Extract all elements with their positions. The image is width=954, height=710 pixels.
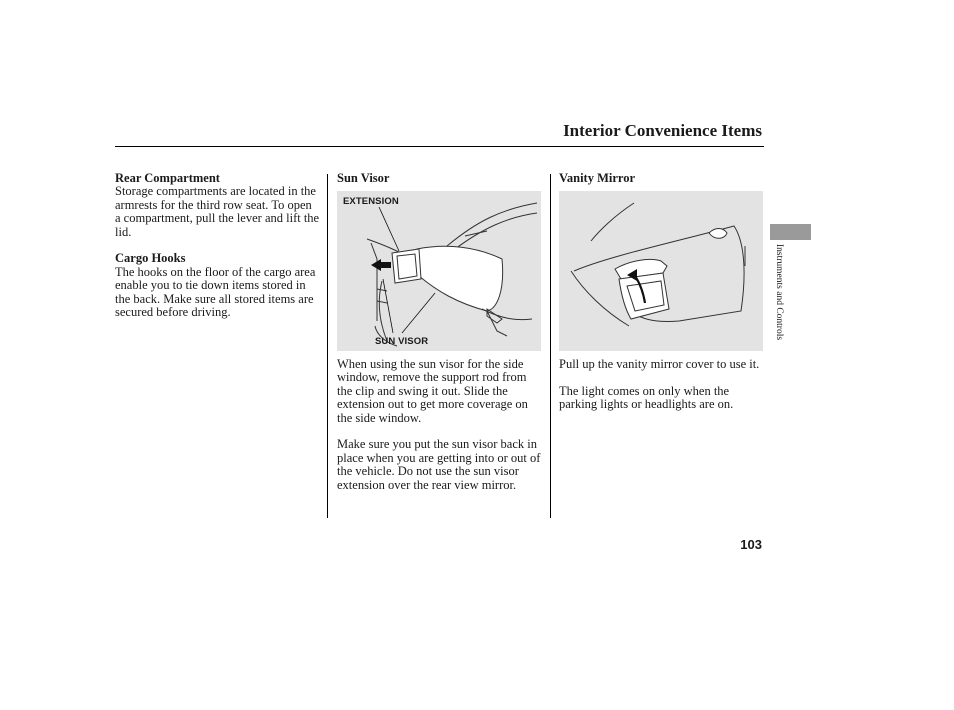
column-divider-1 xyxy=(327,174,328,518)
vanity-mirror-heading: Vanity Mirror xyxy=(559,171,636,185)
vanity-mirror-figure xyxy=(559,191,763,351)
sun-visor-label: SUN VISOR xyxy=(375,336,429,347)
rear-compartment-text: Storage compartments are located in the armrests for the third row seat. To open a compartment, pull the lever and lift the lid. xyxy=(115,184,320,239)
extension-label: EXTENSION xyxy=(343,196,399,207)
vanity-mirror-para-2: The light comes on only when the parking lights or headlights are on. xyxy=(559,383,734,412)
middle-text xyxy=(337,358,543,492)
column-divider-2 xyxy=(550,174,551,518)
header-rule xyxy=(115,146,764,147)
right-column xyxy=(559,172,764,185)
cargo-hooks-heading: Cargo Hooks xyxy=(115,251,186,266)
middle-column xyxy=(337,172,543,185)
sun-visor-illustration xyxy=(337,191,541,351)
left-column xyxy=(115,172,320,319)
page-title: Interior Convenience Items xyxy=(563,121,762,140)
vanity-mirror-illustration xyxy=(559,191,763,351)
section-tab-label: Instruments and Controls xyxy=(774,244,784,341)
right-text xyxy=(559,358,764,412)
page-number: 103 xyxy=(740,537,762,552)
sun-visor-figure xyxy=(337,191,541,351)
rear-compartment-heading: Rear Compartment xyxy=(115,171,220,185)
sun-visor-heading: Sun Visor xyxy=(337,171,390,185)
sun-visor-para-2: Make sure you put the sun visor back in place when you are getting into or out of the vehicle. Do not use the sun visor extension over the rear view mirror. xyxy=(337,437,541,492)
section-tab xyxy=(770,224,811,240)
vanity-mirror-para-1: Pull up the vanity mirror cover to use it. xyxy=(559,357,760,371)
cargo-hooks-text: The hooks on the floor of the cargo area enable you to tie down items stored in the back. Make sure all stored items are secured before driving. xyxy=(115,264,316,320)
sun-visor-para-1: When using the sun visor for the side window, remove the support rod from the clip and swing it out. Slide the extension out to get more coverage on the side window. xyxy=(337,357,528,425)
